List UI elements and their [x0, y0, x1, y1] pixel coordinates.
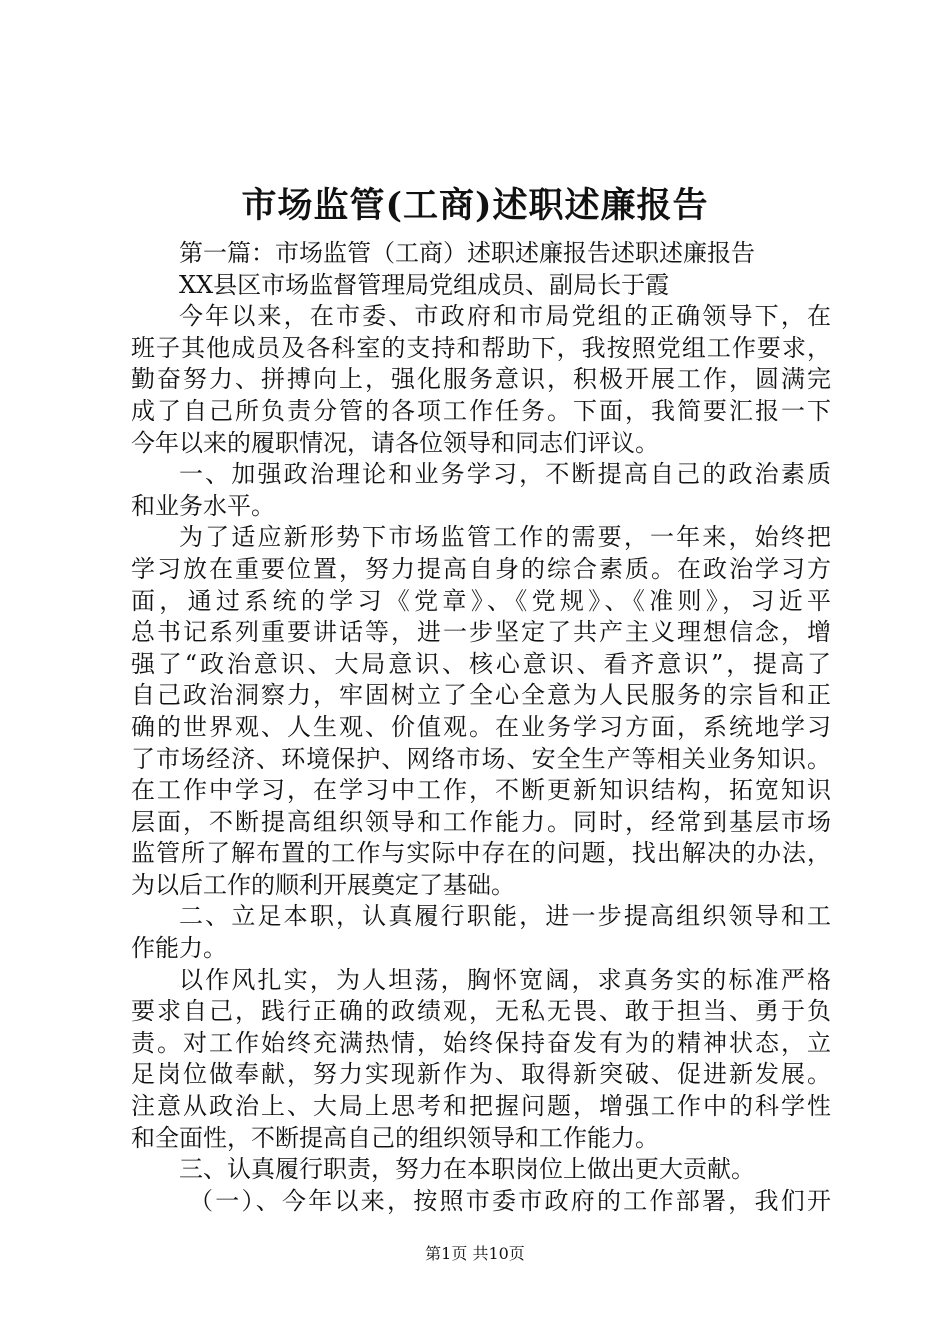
text-line: 学习放在重要位置，努力提高自身的综合素质。在政治学习方 — [131, 554, 831, 583]
text-line: 要求自己，践行正确的政绩观，无私无畏、敢于担当、勇于负 — [131, 997, 831, 1026]
text-line: 足岗位做奉献，努力实现新作为、取得新突破、促进新发展。 — [131, 1060, 831, 1089]
text-line: 层面，不断提高组织领导和工作能力。同时，经常到基层市场 — [131, 807, 831, 836]
text-line: 为以后工作的顺利开展奠定了基础。 — [131, 870, 515, 899]
text-line: 为了适应新形势下市场监管工作的需要，一年来，始终把 — [179, 523, 831, 552]
text-line: 三、认真履行职责，努力在本职岗位上做出更大贡献。 — [179, 1155, 755, 1184]
text-line: 监管所了解布置的工作与实际中存在的问题，找出解决的办法， — [131, 839, 831, 868]
document-title: 市场监管(工商)述职述廉报告 — [241, 185, 709, 226]
text-line: 总书记系列重要讲话等，进一步坚定了共产主义理想信念，增 — [131, 618, 831, 647]
text-line: 和全面性，不断提高自己的组织领导和工作能力。 — [131, 1123, 659, 1152]
text-line: XX县区市场监督管理局党组成员、副局长于霞 — [179, 270, 670, 299]
text-line: 责。对工作始终充满热情，始终保持奋发有为的精神状态，立 — [131, 1028, 831, 1057]
text-line: 面，通过系统的学习《党章》、《党规》、《准则》，习近平 — [131, 586, 831, 615]
text-line: 二、立足本职，认真履行职能，进一步提高组织领导和工 — [179, 902, 831, 931]
text-line: 一、加强政治理论和业务学习，不断提高自己的政治素质 — [179, 460, 831, 489]
text-line: 自己政治洞察力，牢固树立了全心全意为人民服务的宗旨和正 — [131, 681, 831, 710]
text-line: 在工作中学习，在学习中工作，不断更新知识结构，拓宽知识 — [131, 776, 831, 805]
text-line: 班子其他成员及各科室的支持和帮助下，我按照党组工作要求， — [131, 333, 831, 362]
text-line: 和业务水平。 — [131, 491, 275, 520]
document-body — [131, 238, 831, 1217]
text-line: 作能力。 — [131, 934, 227, 963]
text-line: 确的世界观、人生观、价值观。在业务学习方面，系统地学习 — [131, 712, 831, 741]
text-line: 注意从政治上、大局上思考和把握问题，增强工作中的科学性 — [131, 1092, 831, 1121]
text-line: 以作风扎实，为人坦荡，胸怀宽阔，求真务实的标准严格 — [179, 965, 831, 994]
text-line: （一）、今年以来，按照市委市政府的工作部署，我们开 — [189, 1186, 831, 1215]
text-line: 了市场经济、环境保护、网络市场、安全生产等相关业务知识。 — [131, 744, 831, 773]
text-line: 强了“政治意识、大局意识、核心意识、看齐意识”，提高了 — [131, 649, 831, 678]
text-line: 成了自己所负责分管的各项工作任务。下面，我简要汇报一下 — [131, 396, 831, 425]
text-line: 今年以来的履职情况，请各位领导和同志们评议。 — [131, 428, 659, 457]
page-footer: 第1页 共10页 — [425, 1244, 525, 1263]
text-line: 勤奋努力、拼搏向上，强化服务意识，积极开展工作，圆满完 — [131, 365, 831, 394]
text-line: 今年以来，在市委、市政府和市局党组的正确领导下，在 — [179, 302, 831, 331]
text-line: 第一篇：市场监管（工商）述职述廉报告述职述廉报告 — [179, 239, 755, 267]
